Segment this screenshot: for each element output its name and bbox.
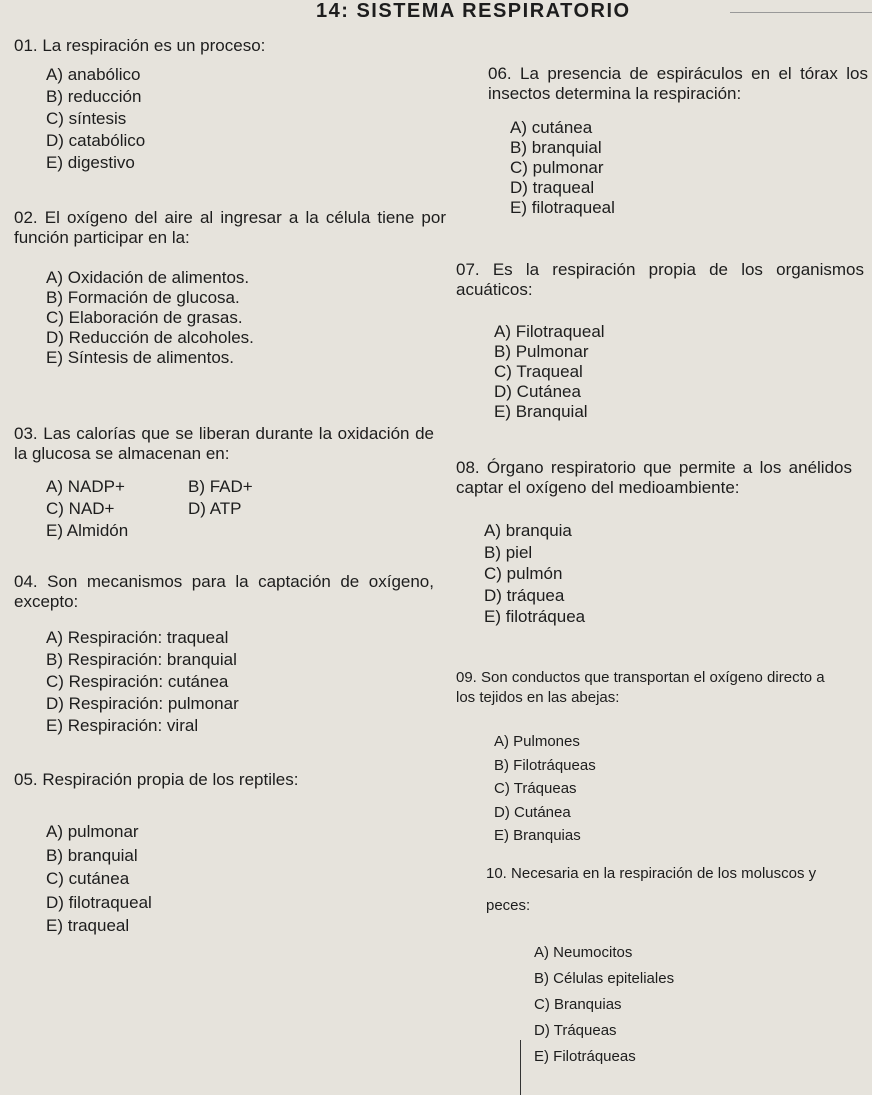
option[interactable]: B) FAD+ <box>188 477 253 496</box>
question-10 <box>486 858 836 1070</box>
options-list <box>46 268 446 368</box>
question-stem: 07. Es la respiración propia de los organismos acuáticos: <box>456 260 864 299</box>
option[interactable]: D) traqueal <box>510 178 595 197</box>
option[interactable]: B) Pulmonar <box>494 342 589 361</box>
question-05 <box>14 770 434 938</box>
option[interactable]: D) Tráqueas <box>534 1022 617 1039</box>
question-06 <box>488 64 868 218</box>
page-title: 14: SISTEMA RESPIRATORIO <box>316 0 631 22</box>
question-stem: 09. Son conductos que transportan el oxígeno directo a los tejidos en las abejas: <box>456 669 825 706</box>
option[interactable]: A) Filotraqueal <box>494 322 605 341</box>
option[interactable]: A) branquia <box>484 521 572 540</box>
option[interactable]: B) Células epiteliales <box>534 970 675 987</box>
option[interactable]: C) síntesis <box>46 109 127 128</box>
option[interactable]: C) pulmón <box>484 564 563 583</box>
option[interactable]: E) Branquias <box>494 827 581 844</box>
column-divider <box>520 1040 521 1095</box>
option[interactable]: B) Formación de glucosa. <box>46 288 240 307</box>
option[interactable]: D) Reducción de alcoholes. <box>46 328 254 347</box>
option[interactable]: D) catabólico <box>46 131 146 150</box>
option[interactable]: A) Respiración: traqueal <box>46 628 229 647</box>
question-stem: 08. Órgano respiratorio que permite a los anélidos captar el oxígeno del medioambiente: <box>456 458 852 497</box>
option[interactable]: E) Branquial <box>494 402 588 421</box>
option[interactable]: C) Branquias <box>534 996 622 1013</box>
option[interactable]: E) filotráquea <box>484 607 586 626</box>
question-07 <box>456 260 864 422</box>
option[interactable]: B) piel <box>484 542 533 562</box>
question-01 <box>14 36 434 174</box>
option[interactable]: D) Respiración: pulmonar <box>46 694 239 713</box>
option[interactable]: B) branquial <box>510 138 602 157</box>
option[interactable]: A) anabólico <box>46 65 141 84</box>
option[interactable]: E) Filotráqueas <box>534 1048 636 1065</box>
header-rule <box>730 12 872 13</box>
option[interactable]: B) branquial <box>46 845 138 865</box>
options-list <box>510 118 868 218</box>
option[interactable]: E) Respiración: viral <box>46 716 199 735</box>
question-02 <box>14 208 446 368</box>
option[interactable]: C) Traqueal <box>494 362 583 381</box>
option[interactable]: B) Filotráqueas <box>494 756 596 774</box>
option[interactable]: C) Tráqueas <box>494 780 577 797</box>
option[interactable]: B) reducción <box>46 87 142 106</box>
question-09 <box>456 668 828 848</box>
option[interactable]: A) pulmonar <box>46 822 139 841</box>
option[interactable]: E) Síntesis de alimentos. <box>46 348 235 367</box>
options-list <box>46 64 434 174</box>
option[interactable]: B) Respiración: branquial <box>46 650 237 669</box>
option[interactable]: C) NAD+ <box>46 499 115 518</box>
question-stem: 02. El oxígeno del aire al ingresar a la célula tiene por función participar en la: <box>14 208 446 247</box>
option[interactable]: A) Pulmones <box>494 733 580 750</box>
option[interactable]: A) Oxidación de alimentos. <box>46 268 250 287</box>
option[interactable]: A) NADP+ <box>46 477 125 496</box>
options-list <box>534 940 836 1070</box>
question-stem: 05. Respiración propia de los reptiles: <box>14 770 299 789</box>
option[interactable]: A) cutánea <box>510 118 593 137</box>
option[interactable]: D) ATP <box>188 499 242 518</box>
options-list <box>46 476 434 542</box>
option[interactable]: C) pulmonar <box>510 158 604 177</box>
option[interactable]: C) Elaboración de grasas. <box>46 308 243 327</box>
question-stem: 03. Las calorías que se liberan durante la oxidación de la glucosa se almacenan en: <box>14 424 434 463</box>
question-stem: 04. Son mecanismos para la captación de oxígeno, excepto: <box>14 572 434 611</box>
options-list <box>46 820 434 938</box>
question-stem: 10. Necesaria en la respiración de los moluscos y peces: <box>486 865 817 914</box>
options-list <box>494 322 864 422</box>
option[interactable]: E) Almidón <box>46 521 129 540</box>
option[interactable]: C) Respiración: cutánea <box>46 672 229 691</box>
question-04 <box>14 572 434 737</box>
option[interactable]: D) Cutánea <box>494 382 581 401</box>
options-list <box>46 627 434 737</box>
question-03 <box>14 424 434 542</box>
question-stem: 06. La presencia de espiráculos en el tórax los insectos determina la respiración: <box>488 64 868 103</box>
question-08 <box>456 458 852 628</box>
option[interactable]: C) cutánea <box>46 869 130 888</box>
option[interactable]: E) filotraqueal <box>510 198 615 217</box>
options-list <box>494 730 828 848</box>
option[interactable]: D) Cutánea <box>494 803 571 821</box>
option[interactable]: D) filotraqueal <box>46 892 152 912</box>
option[interactable]: E) traqueal <box>46 916 130 935</box>
option[interactable]: E) digestivo <box>46 153 135 172</box>
option[interactable]: D) tráquea <box>484 585 565 605</box>
option[interactable]: A) Neumocitos <box>534 944 633 961</box>
options-list <box>484 520 852 628</box>
question-stem: 01. La respiración es un proceso: <box>14 36 266 55</box>
